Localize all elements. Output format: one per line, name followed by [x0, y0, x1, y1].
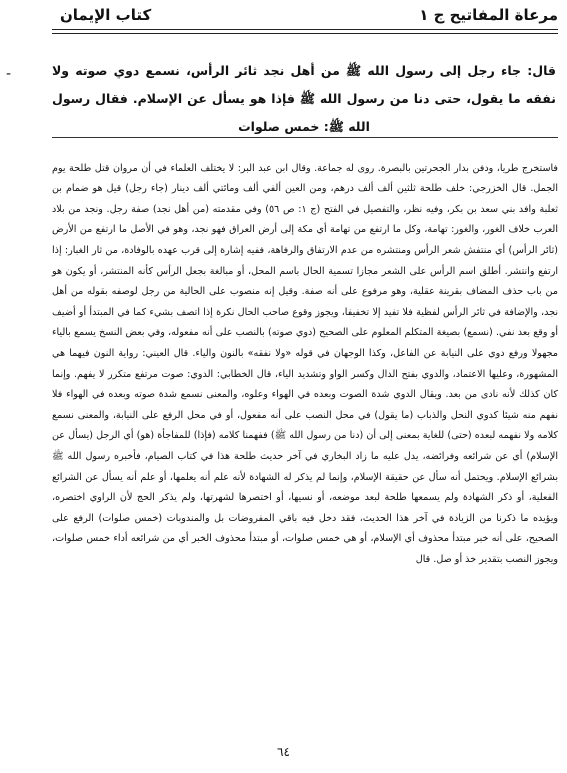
page-number: ٦٤ [277, 745, 290, 759]
header-rule-top [52, 29, 558, 30]
commentary-text: فاستخرج طريا، ودفن بدار الجحرتين بالبصرة. روى له جماعة. وقال ابن عبد البر: لا يختلف العلماء في أن مروان قتل طلحة يوم الجمل. قال الخزرجي: خلف طلحة ثلثين ألف ألف درهم، ومن العين ألفي ألف ومائتي ألف دينار (جاء رجل) قيل هو ضمام بن ثعلبة وافد بني سعد بن بكر، وفيه نظر، والتفصيل في الفتح (ج ١: ص ٥٦) وفي مقدمته (من أهل نجد) صفة رجل. ونجد من بلاد العرب خلاف الغور، والغور: تهامة، وكل ما ارتفع من تهامة أي مكة إلى أرض العراق فهو نجد، وهو في الأصل ما ارتفع من الأرض (ثائر الرأس) أي منتفش شعر الرأس ومنتشره من عدم الارتفاق والرفاهة، ففيه إشارة إلى قرب عهده بالوفادة، من ثار الغبار: إذا ارتفع وانتشر. أطلق اسم الرأس على الشعر مجازا تسمية الحال باسم المحل، أو مبالغة بجعل الرأس كأنه المنتشر، أو يكون هو من باب حذف المضاف بقرينة عقلية، وهو مرفوع على أنه صفة. وقيل إنه منصوب على الحالية من رجل لوصفه بقوله من أهل نجد، والإضافة في ثائر الرأس لفظية فلا تفيد إلا تخفيفا، ويجوز وقوع صاحب الحال نكرة إذا اتصف بشيء كما في المبتدأ أو أضيف أو وقع بعد نفي. (نسمع) بصيغة المتكلم المعلوم على الصحيح (دوي صوته) بالنصب على أنه مفعوله، وفي بعض النسخ يسمع بالياء مجهولا ورفع دوي على النيابة عن الفاعل، وكذا الوجهان في قوله «ولا نفقه» بالنون والياء. قال العيني: رواية النون فيهما هي المشهورة، وعليها الاعتماد، والدوي بفتح الدال وكسر الواو وتشديد الياء، قال الخطابي: الدوي: صوت مرتفع متكرر لا يفهم. وإنما كان كذلك لأنه نادى من بعد. ويقال الدوي شدة الصوت وبعده في الهواء وعلوه، والمعنى نسمع شدة صوته وبعده في الهواء فلا نفهم منه شيئا كدوي النحل والذباب (ما يقول) في محل النصب على أنه مفعول، أو في محل الرفع على النيابة، والمعنى نسمع كلامه ولا نفهمه لبعده (حتى) للغاية بمعنى إلى أن (دنا من رسول الله ﷺ) ففهمنا كلامه (فإذا) للمفاجأة (هو) أي الرجل (يسأل عن الإسلام) أي عن شرائعه وفرائضه، يدل عليه ما زاد البخاري في آخر حديث طلحة هذا في كتاب الصيام، فأخبره رسول الله ﷺ بشرائع الإسلام. ويحتمل أنه سأل عن حقيقة الإسلام، وإنما لم يذكر له الشهادة لأنه علم أنه يعلمها، أو علم أنه يسأل عن الشرائع الفعلية، أو ذكر الشهادة ولم يسمعها طلحة لبعد موضعه، أو نسيها، أو اختصرها لشهرتها، ولم يذكر الحج لأن الراوي اختصره، ويؤيده ما ذكرنا من الزيادة في آخر هذا الحديث، فقد دخل فيه باقي المفروضات بل والمندوبات (خمس صلوات) الرفع على الصحيح، على أنه خبر مبتدأ محذوف أي الإسلام، أو هي خمس صلوات، أو مبتدأ محذوف الخبر أي من شرائعه أداء خمس صلوات، ويجوز النصب بتقدير خذ أو صل. قال [52, 162, 558, 565]
header-book-title: مرعاة المفاتيح ج ١ [419, 6, 558, 24]
hadith-text: قال: جاء رجل إلى رسول الله ﷺ من أهل نجد ثائر الرأس، نسمع دوي صوته ولا نفقه ما يقول، حتى دنا من رسول الله ﷺ فإذا هو يسأل عن الإسلام. فقال رسول الله ﷺ: خمس صلوات [52, 62, 556, 134]
header-rule-bottom [52, 33, 558, 34]
header-chapter-title: كتاب الإيمان [60, 6, 152, 24]
margin-mark: - [6, 66, 12, 82]
text-separator-rule [52, 137, 558, 138]
